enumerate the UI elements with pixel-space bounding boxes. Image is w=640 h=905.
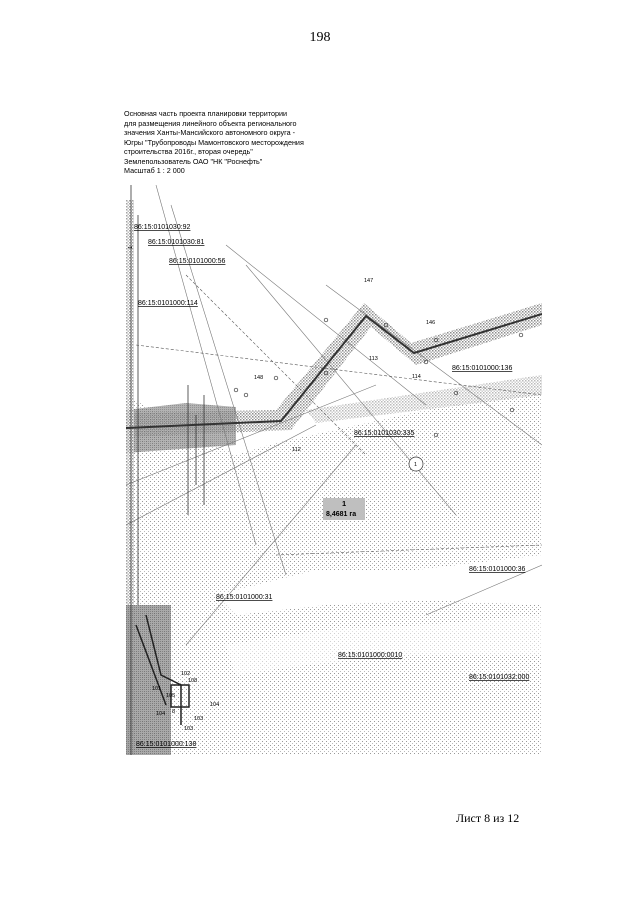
point-number: 105 xyxy=(166,693,176,699)
area-value: 8,4681 га xyxy=(326,511,357,518)
parcel-label: 86:15:0101000:138 xyxy=(136,741,197,748)
title-line: Масштаб 1 : 2 000 xyxy=(124,166,185,175)
point-number: 8 xyxy=(172,709,176,715)
parcel-label: 86:15:0101030:81 xyxy=(148,239,205,246)
map-title-block xyxy=(124,109,364,176)
point-number: 1 xyxy=(128,245,134,249)
parcel-label: 86:15:0101030:335 xyxy=(354,430,415,437)
point-number: 101 xyxy=(152,686,162,692)
parcel-label: 86:15:0101000:0010 xyxy=(338,652,403,659)
point-number: 114 xyxy=(412,374,421,380)
sheet-label: Лист 8 из 12 xyxy=(456,811,520,825)
parcel-label: 86:15:0101000:114 xyxy=(138,300,198,307)
point-number: 148 xyxy=(254,375,264,381)
point-number: 1 xyxy=(414,462,418,468)
title-line: для размещения линейного объекта регионального xyxy=(124,118,297,128)
parcel-label: 86:15:0101000:31 xyxy=(216,594,273,601)
parcel-label: 86:15:0101000:136 xyxy=(452,365,513,372)
point-number: 108 xyxy=(188,678,198,684)
point-number: 146 xyxy=(426,320,436,326)
point-number: 112 xyxy=(292,447,301,453)
point-number: 103 xyxy=(184,726,194,732)
title-line: Основная часть проекта планировки территории xyxy=(124,109,287,118)
point-number: 103 xyxy=(194,716,204,722)
title-line: Землепользователь ОАО "НК "Роснефть" xyxy=(124,156,263,166)
parcel-label: 86:15:0101030:92 xyxy=(134,224,191,231)
page-number: 198 xyxy=(309,30,331,45)
title-line: строительства 2016г., вторая очередь" xyxy=(124,147,253,156)
title-line: Югры "Трубопроводы Мамонтовского месторождения xyxy=(124,137,304,147)
map-canvas xyxy=(126,185,542,755)
point-number: 102 xyxy=(181,671,191,677)
planning-map xyxy=(126,185,542,755)
point-number: 104 xyxy=(210,702,220,708)
title-line: значения Ханты-Мансийского автономного округа - xyxy=(124,128,295,137)
point-number: 113 xyxy=(369,356,378,362)
parcel-label: 86:15:0101000:56 xyxy=(169,258,226,265)
parcel-label: 86:15:0101032:000 xyxy=(469,674,530,681)
point-number: 147 xyxy=(364,278,374,284)
point-number: 104 xyxy=(156,711,166,717)
parcel-label: 86:15:0101000:36 xyxy=(469,566,526,573)
area-id: 1 xyxy=(342,499,347,508)
